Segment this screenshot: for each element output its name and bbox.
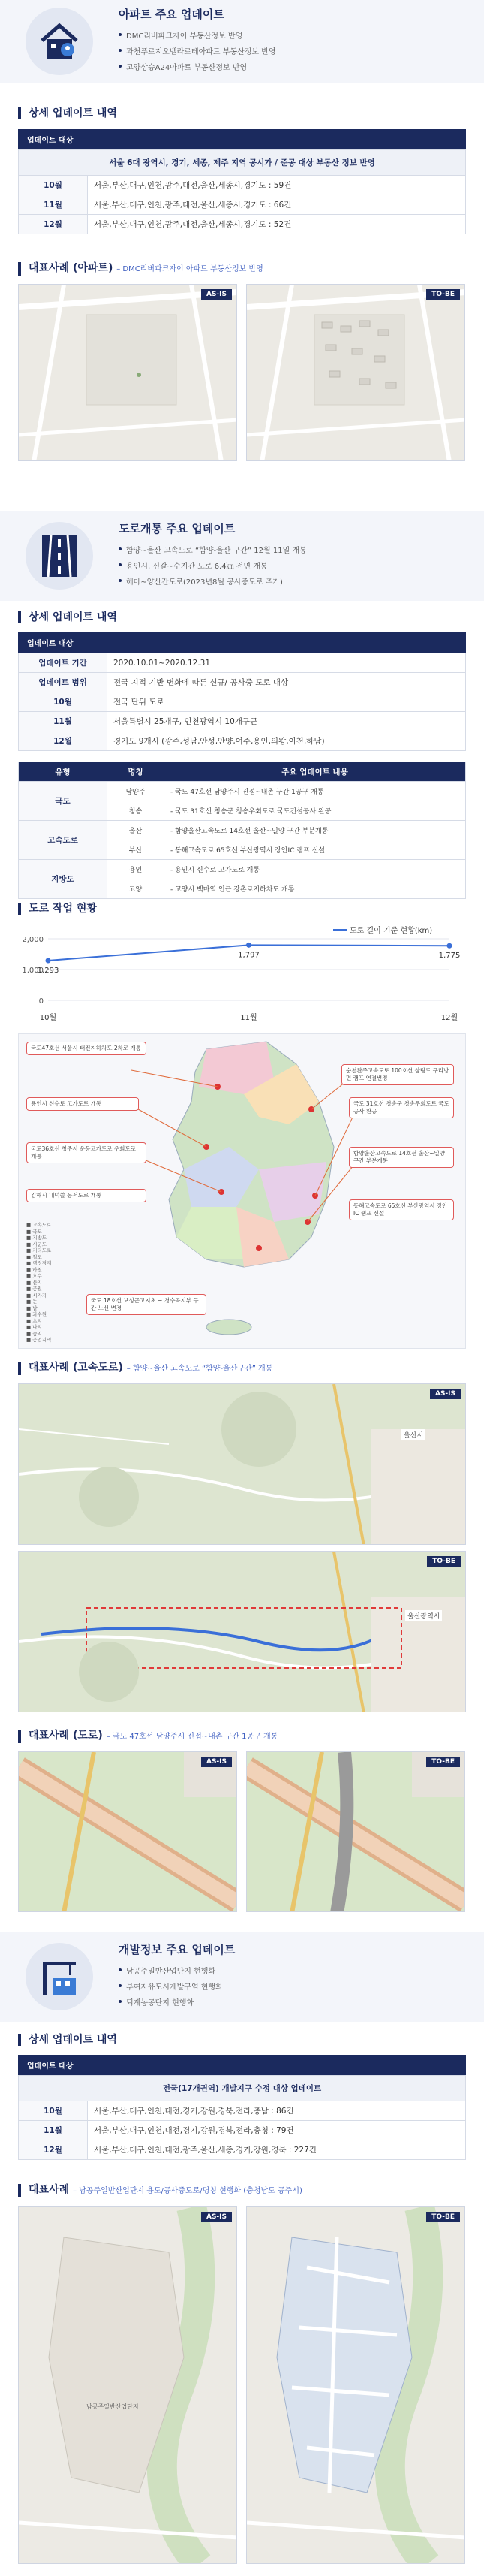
asis-tag: AS-IS: [201, 289, 232, 300]
legend-item: ■ 초지: [26, 1317, 42, 1324]
content-cell: - 동해고속도로 65호선 부산광역시 장안IC 램프 신설: [164, 840, 466, 860]
row-month: 12월: [19, 2140, 88, 2160]
legend-item: ■ 지방도: [26, 1235, 47, 1241]
name-cell: 부산: [107, 840, 164, 860]
tobe-tag: TO-BE: [426, 289, 460, 300]
data-label: 1,797: [238, 951, 260, 960]
table-row: [19, 782, 466, 801]
legend-item: ■ 밭: [26, 1305, 38, 1311]
apt-intro: [0, 0, 484, 83]
dev-bullet: 남공주일반산업단지 현행화: [119, 1965, 235, 1976]
col-type: 유형: [19, 762, 107, 782]
row-text: 서울,부산,대구,인천,대전,경기,강원,경북,전라,충청 : 79건: [88, 2121, 466, 2140]
map-note: 국도 18호선 보성군고지초 ~ 청수곡지부 구간 노선 변경: [86, 1294, 206, 1315]
info-value: 전국 지적 기반 변화에 따른 신규/ 공사중 도로 대상: [107, 673, 466, 692]
table-row: [19, 860, 466, 879]
ulsan-label: 울산시: [401, 1429, 425, 1440]
apt-detail-title: 상세 업데이트 내역: [18, 107, 117, 119]
info-value: 서울특별시 25개구, 인천광역시 10개구군: [107, 712, 466, 731]
map-note: 국도47호선 서울시 태전지하차도 2차로 개통: [26, 1042, 146, 1055]
data-label: 1,775: [438, 952, 461, 961]
name-cell: 고양: [107, 879, 164, 899]
name-cell: 청송: [107, 801, 164, 821]
legend-item: ■ 공원: [26, 1286, 42, 1292]
road-intro: [0, 511, 484, 601]
info-key: 12월: [19, 731, 107, 751]
name-cell: 남양주: [107, 782, 164, 801]
asis-tag: AS-IS: [201, 1757, 232, 1767]
korea-road-map: [18, 1033, 466, 1349]
info-value: 경기도 9개시 (광주,성남,안성,안양,여주,용인,의왕,이천,하남): [107, 731, 466, 751]
table-row: [19, 176, 466, 195]
road-intro-title: 도로개통 주요 업데이트: [119, 522, 236, 535]
legend-item: ■ 공업지역: [26, 1337, 52, 1343]
content-cell: - 용인시 신수로 고가도로 개통: [164, 860, 466, 879]
content-cell: - 고양시 백마역 인근 강촌로지하차도 개통: [164, 879, 466, 899]
dev-tobe-map: [246, 2206, 465, 2564]
type-cell: 고속도로: [19, 821, 107, 860]
data-point: [447, 943, 452, 949]
y-tick-label: 1,000: [22, 967, 44, 975]
map-note: 국도36호선 청주시 운동고가도로 우회도로 개통: [26, 1142, 146, 1163]
legend-item: ■ 철도: [26, 1253, 42, 1260]
row-month: 12월: [19, 215, 88, 234]
dev-bullet: 퇴계농공단지 현행화: [119, 1996, 235, 2007]
road-case2-title: 대표사례 (도로) – 국도 47호선 남양주시 진접~내촌 구간 1공구 개통: [18, 1730, 278, 1743]
map-note: 용인시 신수로 고가도로 개통: [26, 1097, 139, 1111]
map-note: 동해고속도로 65호선 부산광역시 장안IC 램프 신설: [349, 1199, 454, 1220]
data-label: 1,293: [37, 966, 59, 975]
highway-asis-map: [18, 1383, 466, 1545]
legend-item: ■ 습지: [26, 1330, 42, 1337]
legend-item: ■ 기타도로: [26, 1247, 52, 1253]
road-detail-title: 상세 업데이트 내역: [18, 611, 117, 623]
y-tick-label: 0: [38, 997, 44, 1006]
apt-bullet: DMC리버파크자이 부동산정보 반영: [119, 29, 276, 41]
tobe-tag: TO-BE: [427, 1556, 461, 1567]
dev-table-label: 업데이트 대상: [18, 2055, 466, 2075]
road-info-table: [18, 653, 466, 751]
row-month: 11월: [19, 2121, 88, 2140]
apartment-icon: [26, 8, 93, 75]
table-row: [19, 195, 466, 215]
road-case1-sub: 함양~울산 고속도로 “함양-울산구간” 개통: [132, 1365, 273, 1373]
road-tobe-map: [246, 1751, 465, 1912]
info-key: 업데이트 범위: [19, 673, 107, 692]
road-icon: [26, 522, 93, 590]
dev-bullet: 부여자유도시개발구역 현행화: [119, 1980, 235, 1992]
road-bullet: 해마~양산간도로(2023년8월 공사중도로 추가): [119, 575, 307, 587]
road-chart-title: 도로 작업 현황: [18, 903, 97, 915]
data-point: [246, 943, 251, 948]
legend-item: ■ 논: [26, 1299, 38, 1305]
map-note: 국도 31호선 청송군 청송우회도로 국도공사 완공: [349, 1097, 454, 1118]
road-asis-map: [18, 1751, 237, 1912]
highway-tobe-map: [18, 1551, 466, 1712]
row-month: 11월: [19, 195, 88, 215]
col-content: 주요 업데이트 내용: [164, 762, 466, 782]
legend-item: ■ 고속도로: [26, 1222, 52, 1228]
apt-intro-title: 아파트 주요 업데이트: [119, 8, 224, 21]
legend-item: ■ 나지: [26, 1324, 42, 1330]
road-case2-sub: 국도 47호선 남양주시 진접~내촌 구간 1공구 개통: [112, 1733, 278, 1741]
row-month: 10월: [19, 2101, 88, 2121]
x-tick-label: 12월: [440, 1014, 458, 1022]
apt-case-sub: DMC리버파크자이 아파트 부동산정보 반영: [122, 265, 263, 273]
legend-label: 도로 길이 기준 현황(km): [350, 927, 433, 935]
road-bullet: 함양~울산 고속도로 “함양-울산 구간” 12월 11일 개통: [119, 544, 307, 555]
y-tick-label: 2,000: [22, 936, 44, 944]
table-row: [19, 821, 466, 840]
table-row: [19, 2121, 466, 2140]
name-cell: 용인: [107, 860, 164, 879]
table-row: [19, 692, 466, 712]
row-text: 서울,부산,대구,인천,광주,대전,울산,세종시,경기도 : 66건: [88, 195, 466, 215]
legend-item: ■ 호수: [26, 1273, 42, 1279]
map-note: 순천완주고속도로 100호선 상림도 구리방면 램프 연결변경: [341, 1064, 454, 1085]
content-cell: - 함양울산고속도로 14호선 울산~밀양 구간 부분개통: [164, 821, 466, 840]
ulsan-label: 울산광역시: [405, 1610, 442, 1621]
type-cell: 지방도: [19, 860, 107, 899]
content-cell: - 국도 31호선 청송군 청송우회도로 국도건설공사 완공: [164, 801, 466, 821]
info-key: 업데이트 기간: [19, 653, 107, 673]
dev-case-sub: 남공주일반산업단지 용도/공사중도로/명칭 현행화 (충청남도 공주시): [79, 2187, 302, 2195]
dev-intro: [0, 1932, 484, 2022]
x-tick-label: 10월: [39, 1014, 57, 1022]
table-row: [19, 653, 466, 673]
apt-tobe-map: [246, 284, 465, 461]
asis-tag: AS-IS: [430, 1389, 461, 1399]
dev-asis-map: [18, 2206, 237, 2564]
road-type-table: [18, 762, 466, 899]
asis-tag: AS-IS: [201, 2212, 232, 2222]
road-line-chart: [18, 922, 466, 1027]
dev-detail-title: 상세 업데이트 내역: [18, 2034, 117, 2046]
map-legend: [26, 1222, 79, 1344]
col-name: 명칭: [107, 762, 164, 782]
legend-item: ■ 행정경계: [26, 1260, 52, 1266]
info-value: 2020.10.01~2020.12.31: [107, 653, 466, 673]
map-note: 함양울산고속도로 14호선 울산~밀양 구간 부분개통: [349, 1147, 454, 1168]
legend-item: ■ 국도: [26, 1228, 42, 1235]
road-bullet: 용인시, 신갈~수지간 도로 6.4㎞ 전면 개통: [119, 560, 307, 571]
row-text: 서울,부산,대구,인천,대전,광주,울산,세종,경기,강원,경북 : 227건: [88, 2140, 466, 2160]
info-key: 10월: [19, 692, 107, 712]
dev-intro-title: 개발정보 주요 업데이트: [119, 1943, 236, 1956]
road-table-label: 업데이트 대상: [18, 632, 466, 653]
tobe-tag: TO-BE: [426, 2212, 460, 2222]
apt-table-head: 서울 6대 광역시, 경기, 세종, 제주 지역 공시가 / 준공 대상 부동산 정보 반영: [19, 150, 466, 176]
apt-bullet: 과천푸르지오벨라르테아파트 부동산정보 반영: [119, 45, 276, 56]
row-text: 서울,부산,대구,인천,광주,대전,울산,세종시,경기도 : 52건: [88, 215, 466, 234]
legend-item: ■ 시군도: [26, 1241, 47, 1247]
table-row: [19, 2101, 466, 2121]
apt-case-title: 대표사례 (아파트) – DMC리버파크자이 아파트 부동산정보 반영: [18, 262, 263, 276]
row-text: 서울,부산,대구,인천,대전,경기,강원,경북,전라,충남 : 86건: [88, 2101, 466, 2121]
table-row: [19, 731, 466, 751]
apt-table-label: 업데이트 대상: [18, 129, 466, 149]
dev-table-head: 전국(17개권역) 개발지구 수정 대상 업데이트: [19, 2076, 466, 2101]
dev-case-title: 대표사례 – 남공주일반산업단지 용도/공사중도로/명칭 현행화 (충청남도 공주시): [18, 2184, 302, 2197]
data-point: [46, 958, 51, 963]
content-cell: - 국도 47호선 남양주시 진접~내촌 구간 1공구 개통: [164, 782, 466, 801]
table-row: [19, 673, 466, 692]
table-row: [19, 2140, 466, 2160]
crane-icon: [26, 1943, 93, 2010]
info-value: 전국 단위 도로: [107, 692, 466, 712]
type-cell: 국도: [19, 782, 107, 821]
table-row: [19, 215, 466, 234]
name-cell: 울산: [107, 821, 164, 840]
apt-table: [18, 149, 466, 234]
info-key: 11월: [19, 712, 107, 731]
map-note: 김해시 내덕쓸 동서도로 개통: [26, 1189, 146, 1202]
legend-item: ■ 과수원: [26, 1311, 47, 1317]
legend-item: ■ 시가지: [26, 1292, 47, 1299]
legend-item: ■ 산지: [26, 1279, 42, 1286]
tobe-tag: TO-BE: [426, 1757, 460, 1767]
apt-asis-map: [18, 284, 237, 461]
site-label: 남공주일반산업단지: [86, 2403, 139, 2410]
legend-item: ■ 하천: [26, 1266, 42, 1273]
row-text: 서울,부산,대구,인천,광주,대전,울산,세종시,경기도 : 59건: [88, 176, 466, 195]
dev-table: [18, 2075, 466, 2160]
row-month: 10월: [19, 176, 88, 195]
table-row: [19, 712, 466, 731]
road-case1-title: 대표사례 (고속도로) – 함양~울산 고속도로 “함양-울산구간” 개통: [18, 1362, 272, 1375]
x-tick-label: 11월: [240, 1014, 257, 1022]
apt-bullet: 고양상승A24아파트 부동산정보 반영: [119, 61, 276, 72]
